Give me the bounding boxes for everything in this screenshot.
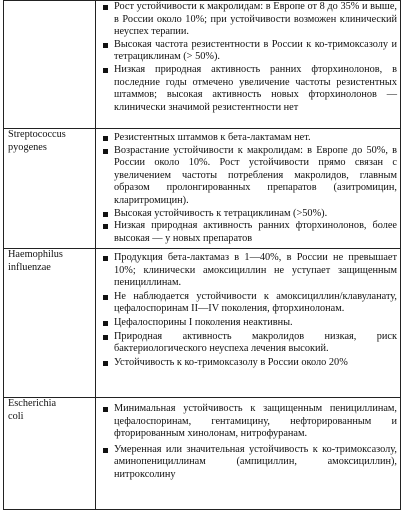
square-bullet-icon [103,149,108,154]
square-bullet-icon [103,321,108,326]
organism-cell [4,249,96,398]
description-list [100,132,397,245]
list-item-text: Высокая частота резистентности в России к ко-тримоксазолу и тетрациклинам (> 50%). [114,38,397,63]
organism-name-line-2: pyogenes [8,141,47,153]
list-item [100,403,397,441]
list-item-text: Низкая природная активность ранних фторхинолонов, в последние годы отмечено увеличение частоты резистентных штаммов; высокая активность новых фторхинолонов — клинически значимой резистентности нет [114,63,397,113]
table-row [4,249,401,398]
list-item-text: Низкая природная активность ранних фторхинолонов, более высокая — у новых препаратов [114,220,397,244]
list-item-text: Рост устойчивости к макролидам: в Европе от 8 до 35% и выше, в России около 10%; при устойчивости возможен клинический неуспех терапии. [114,1,397,38]
description-cell [96,249,401,398]
square-bullet-icon [103,136,108,141]
list-item-text: Минимальная устойчивость к защищенным пенициллинам, цефалоспоринам, гентамицину, нефторированным и фторированным хинолонам, нитрофуранам. [114,403,397,440]
square-bullet-icon [103,361,108,366]
description-list [100,252,397,369]
organism-cell [4,398,96,510]
list-item [100,331,397,356]
table-row [4,1,401,129]
list-item [100,132,397,145]
list-item-text: Цефалоспорины I поколения неактивны. [114,316,293,328]
list-item-text: Устойчивость к ко-тримоксазолу в России около 20% [114,356,348,368]
square-bullet-icon [103,295,108,300]
list-item-text: Природная активность макролидов низкая, риск бактериологического неуспеха лечения высокий. [114,330,397,355]
organism-name-line-1: Haemophilus [8,249,63,260]
list-item [100,145,397,208]
square-bullet-icon [103,43,108,48]
list-item [100,1,397,39]
list-item [100,291,397,316]
list-item [100,252,397,290]
table-row [4,398,401,510]
organism-name-line-1: Streptococcus [8,129,66,140]
square-bullet-icon [103,335,108,340]
square-bullet-icon [103,224,108,229]
list-item-text: Продукция бета-лактамаз в 1—40%, в России не превышает 10%; клинически амоксициллин не уступает защищенным пенициллинам. [114,252,397,289]
organism-cell [4,1,96,129]
list-item-text: Высокая устойчивость к тетрациклинам (>50%). [114,207,328,219]
square-bullet-icon [103,212,108,217]
list-item [100,208,397,221]
list-item-text: Возрастание устойчивости к макролидам: в Европе до 50%, в России около 10%. Рост устойчивости прямо связан с увеличением частоты потребления макролидов, главным образом пролонгированных препаратов (азитромицин, кларитромицин). [114,144,397,206]
square-bullet-icon [103,68,108,73]
square-bullet-icon [103,448,108,453]
description-cell [96,398,401,510]
list-item-text: Не наблюдается устойчивости к амоксициллин/клавуланату, цефалоспоринам II—IV поколения, фторхинолонам. [114,290,397,315]
list-item [100,444,397,482]
square-bullet-icon [103,256,108,261]
square-bullet-icon [103,407,108,412]
description-cell [96,129,401,249]
resistance-table [3,0,401,510]
list-item-text: Резистентных штаммов к бета-лактамам нет. [114,132,311,143]
list-item [100,64,397,114]
description-list [100,1,397,114]
organism-name-line-2: influenzae [8,261,51,273]
list-item [100,317,397,330]
description-list [100,403,397,482]
organism-cell [4,129,96,249]
list-item [100,357,397,370]
organism-name-line-1: Escherichia [8,398,57,409]
square-bullet-icon [103,5,108,10]
list-item [100,39,397,64]
description-cell [96,1,401,129]
organism-name-line-2: coli [8,410,24,422]
list-item-text: Умеренная или значительная устойчивость к ко-тримоксазолу, аминопенициллинам (ампициллин, амоксициллин), нитроксолину [114,443,397,480]
list-item [100,220,397,245]
table-row [4,129,401,249]
